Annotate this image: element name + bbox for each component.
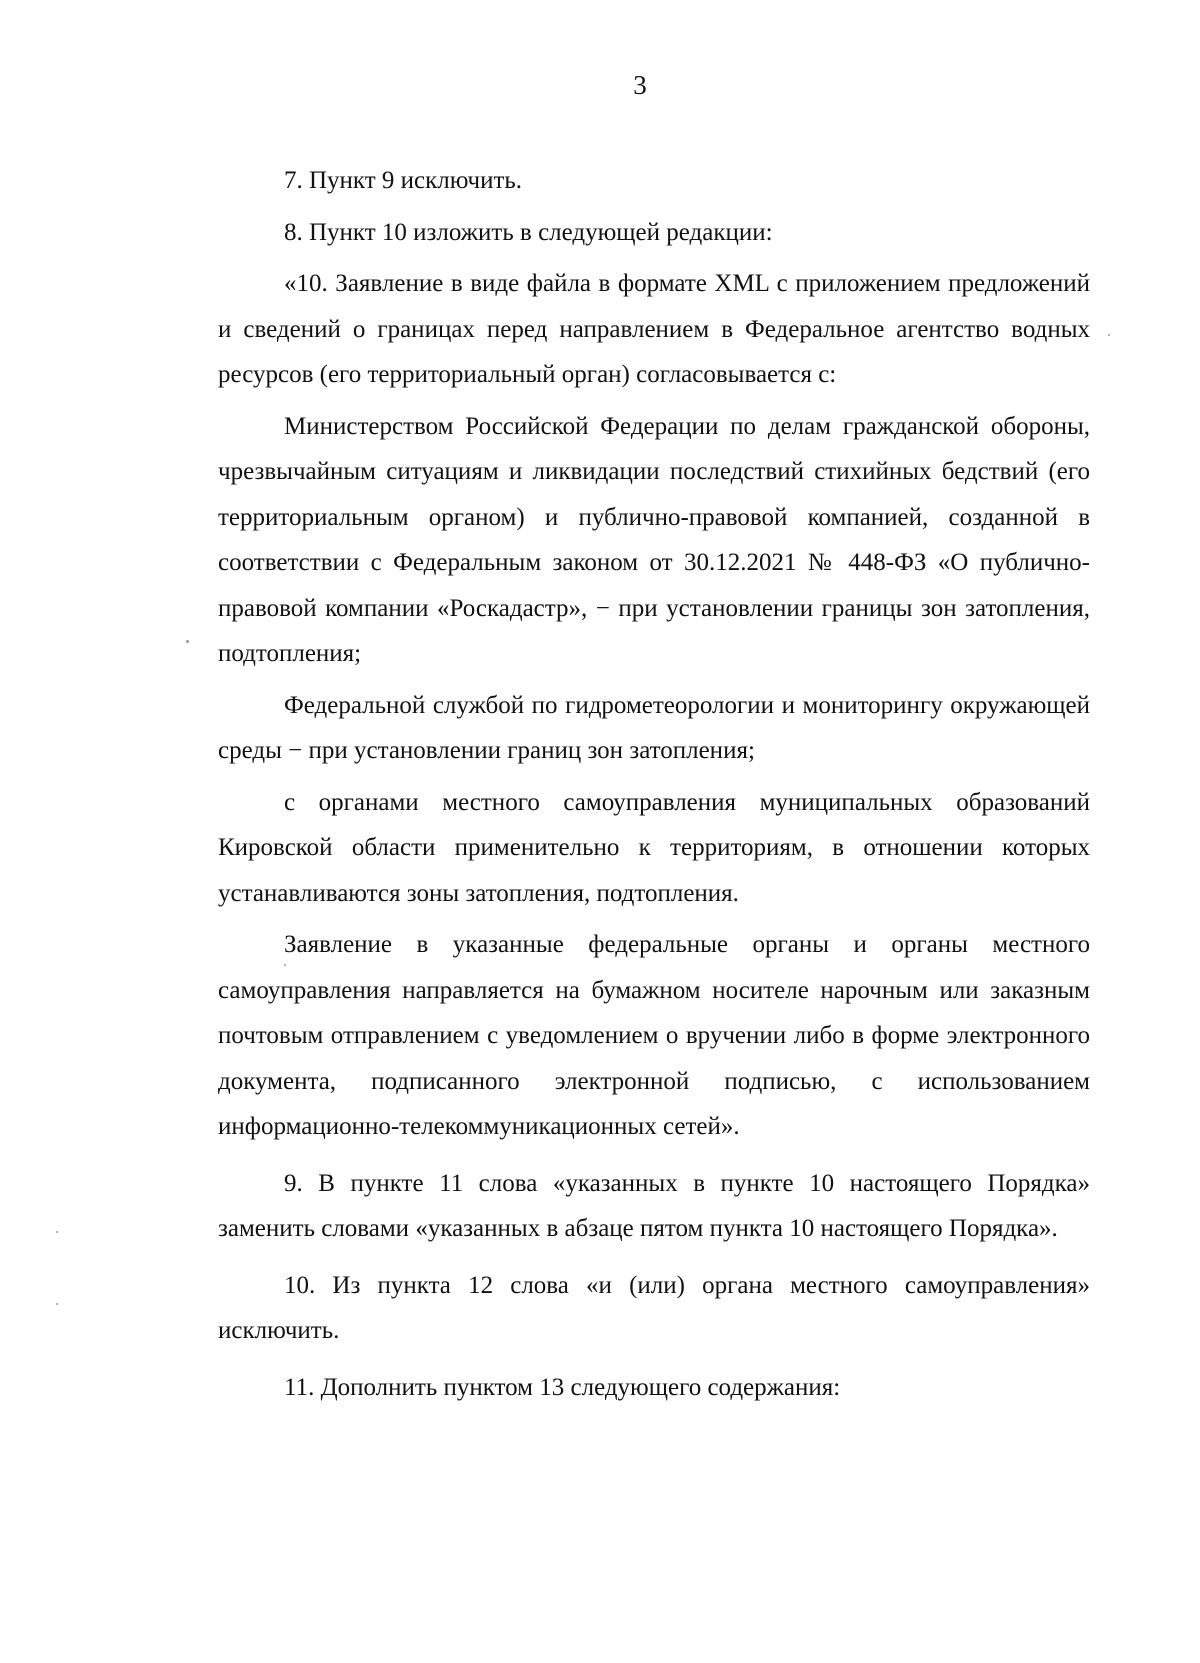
paragraph-item-7: 7. Пункт 9 исключить.	[284, 167, 523, 194]
scan-speck	[1108, 334, 1110, 336]
scan-speck	[56, 1303, 58, 1305]
paragraph-point-10-text: «10. Заявление в виде файла в формате XML с приложением предложений и сведений о границах перед направлением в Федеральное агентство водных ресурсов (его территориальный орган) согласовывается с:	[218, 270, 1090, 388]
paragraph-item-10: 10. Из пункта 12 слова «и (или) органа местного самоуправления» исключить.	[218, 1271, 1090, 1344]
paragraph-item-9: 9. В пункте 11 слова «указанных в пункте 10 настоящего Порядка» заменить словами «указанных в абзаце пятом пункта 10 настоящего Порядка».	[218, 1169, 1090, 1242]
page-number: 3	[633, 70, 647, 100]
paragraph-item-11: 11. Дополнить пунктом 13 следующего содержания:	[284, 1373, 841, 1401]
paragraph-item-8: 8. Пункт 10 изложить в следующей редакции:	[284, 218, 773, 246]
scan-speck	[186, 640, 189, 643]
paragraph-mchs: Министерством Российской Федерации по делам гражданской обороны, чрезвычайным ситуациям и ликвидации последствий стихийных бедствий (его территориальным органом) и публично-правовой компанией, созданной в соответствии с Федеральным законом от 30.12.2021 № 448-ФЗ «О публично-правовой компании «Роскадастр», − при установлении границы зон затопления, подтопления;	[218, 412, 1090, 667]
paragraph-roshydromet: Федеральной службой по гидрометеорологии и мониторингу окружающей среды − при установлении границ зон затопления;	[218, 691, 1090, 764]
document-body	[218, 158, 1090, 1410]
paragraph-application-delivery: Заявление в указанные федеральные органы и органы местного самоуправления направляется на бумажном носителе нарочным или заказным почтовым отправлением с уведомлением о вручении либо в форме электронного документа, подписанного электронной подписью, с использованием информационно-телекоммуникационных сетей».	[218, 931, 1090, 1140]
scan-speck	[284, 964, 286, 966]
paragraph-local-government: с органами местного самоуправления муниципальных образований Кировской области применительно к территориям, в отношении которых устанавливаются зоны затопления, подтопления.	[218, 788, 1090, 907]
scan-speck	[56, 1231, 58, 1233]
